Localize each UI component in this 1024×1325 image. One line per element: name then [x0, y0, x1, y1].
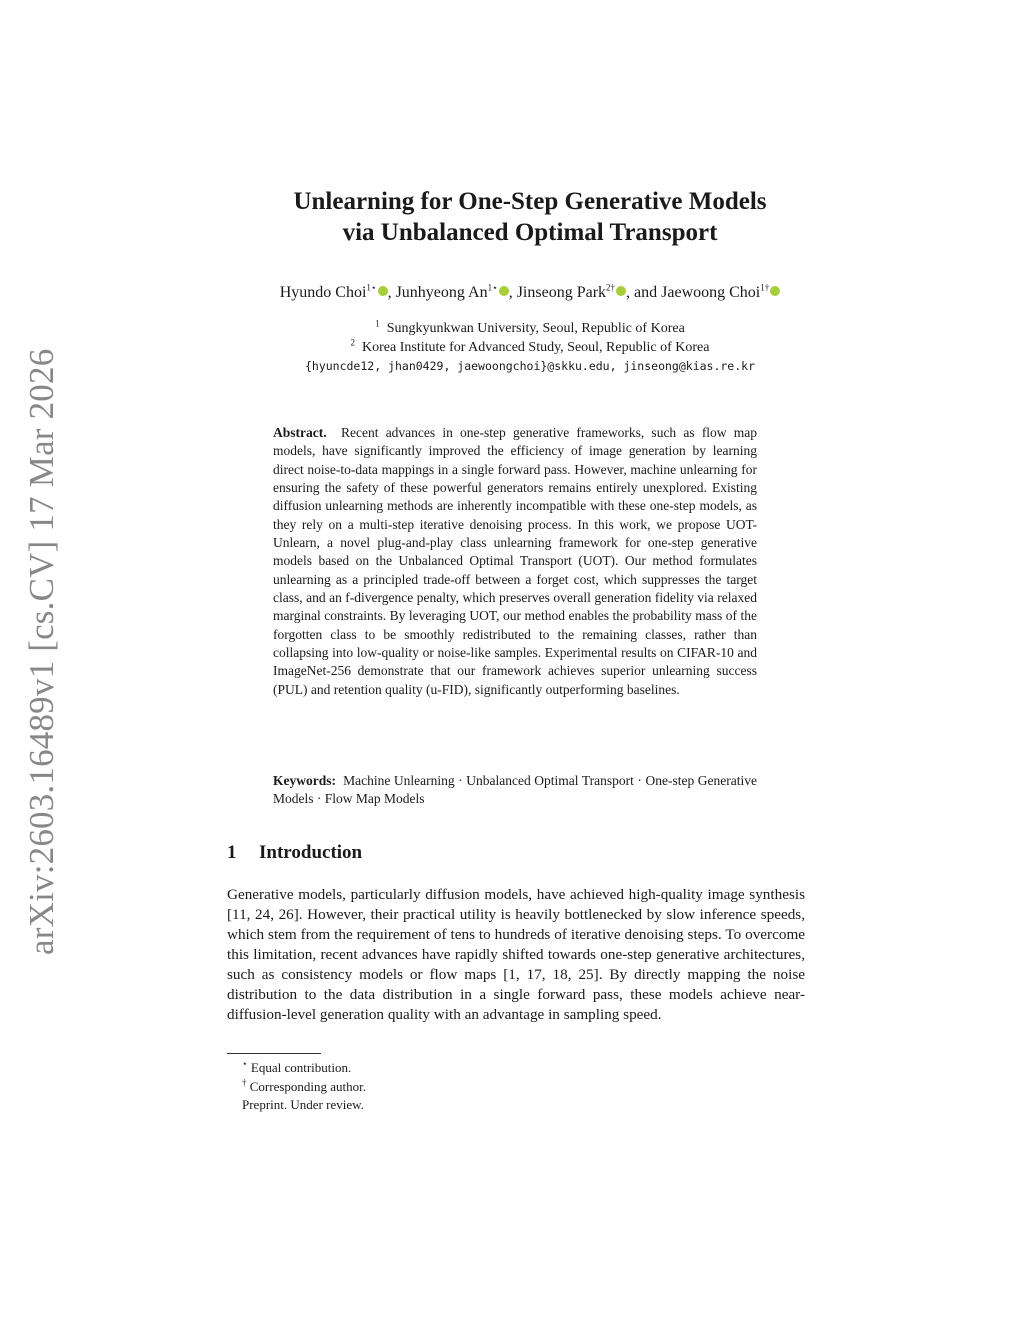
footnote-text: Corresponding author.	[249, 1078, 367, 1094]
author-name: Jinseong Park	[516, 284, 607, 301]
affiliation-number: 1	[375, 318, 380, 329]
keywords	[273, 772, 757, 809]
section-number: 1	[227, 842, 237, 863]
affiliation-1	[160, 319, 900, 338]
footnote-text: Preprint. Under review.	[242, 1097, 364, 1112]
author-marks: 1⋆	[366, 282, 377, 293]
footnote-item	[242, 1078, 366, 1097]
affiliation-text: Sungkyunkwan University, Seoul, Republic of Korea	[386, 321, 685, 336]
author-name: Jaewoong Choi	[661, 284, 761, 301]
author-marks: 1⋆	[487, 282, 498, 293]
section-title: Introduction	[259, 842, 363, 863]
footnote-item	[242, 1096, 366, 1115]
footnote-item	[242, 1059, 366, 1078]
orcid-icon[interactable]	[616, 286, 626, 296]
author-name: Junhyeong An	[395, 284, 488, 301]
author-name: Hyundo Choi	[279, 284, 367, 301]
orcid-icon[interactable]	[499, 286, 509, 296]
footnote-text: Equal contribution.	[250, 1060, 352, 1075]
affiliations	[160, 319, 900, 376]
section-heading	[227, 842, 362, 864]
abstract-label: Abstract.	[273, 425, 327, 440]
author-marks: 1†	[760, 282, 770, 293]
footnote-mark: ⋆	[242, 1058, 248, 1069]
affiliation-2	[160, 338, 900, 357]
footnotes	[242, 1059, 366, 1115]
arxiv-identifier: arXiv:2603.16489v1 [cs.CV] 17 Mar 2026	[22, 348, 61, 955]
intro-paragraph: Generative models, particularly diffusion models, have achieved high-quality image synthesis [11, 24, 26]. However, their practical utility is heavily bottlenecked by slow inference speeds, which stem from the requirement of tens to hundreds of iterative denoising steps. To overcome this limitation, recent advances have rapidly shifted towards one-step generative architectures, such as consistency models or flow maps [1, 17, 18, 25]. By directly mapping the noise distribution to the data distribution in a single forward pass, these models achieve near-diffusion-level generation quality with an advantage in sampling speed.	[227, 886, 805, 1023]
author-separator: , and	[626, 284, 662, 301]
orcid-icon[interactable]	[378, 286, 388, 296]
affiliation-text: Korea Institute for Advanced Study, Seoul, Republic of Korea	[362, 340, 710, 355]
orcid-icon[interactable]	[770, 286, 780, 296]
abstract-text: Recent advances in one-step generative frameworks, such as flow map models, have significantly improved the efficiency of image generation by learning direct noise-to-data mappings in a single forward pass. However, machine unlearning for ensuring the safety of these powerful generators remains entirely unexplored. Existing diffusion unlearning methods are inherently incompatible with these one-step models, as they rely on a multi-step iterative denoising process. In this work, we propose UOT-Unlearn, a novel plug-and-play class unlearning framework for one-step generative models based on the Unbalanced Optimal Transport (UOT). Our method formulates unlearning as a principled trade-off between a forget cost, which suppresses the target class, and an f-divergence penalty, which preserves overall generation fidelity via relaxed marginal constraints. By leveraging UOT, our method enables the probability mass of the forgotten class to be smoothly redistributed to the remaining classes, rather than collapsing into low-quality or noise-like samples. Experimental results on CIFAR-10 and ImageNet-256 demonstrate that our framework achieves superior unlearning success (PUL) and retention quality (u-FID), significantly outperforming baselines.	[273, 425, 757, 697]
footnote-divider	[227, 1053, 321, 1054]
author-emails[interactable]: {hyuncde12, jhan0429, jaewoongchoi}@skku.edu, jinseong@kias.re.kr	[304, 359, 756, 373]
title-line-2: via Unbalanced Optimal Transport	[342, 219, 718, 246]
keywords-text: Machine Unlearning · Unbalanced Optimal Transport · One-step Generative Models · Flow Map Models	[273, 773, 757, 807]
author-separator: ,	[387, 284, 396, 301]
author-marks: 2†	[606, 282, 616, 293]
affiliation-number: 2	[350, 337, 356, 348]
author-list	[160, 284, 900, 302]
paper-title	[160, 186, 900, 248]
author-separator: ,	[508, 284, 517, 301]
title-line-1: Unlearning for One-Step Generative Models	[293, 188, 767, 215]
keywords-label: Keywords:	[273, 773, 336, 788]
abstract	[273, 424, 757, 699]
footnote-mark: †	[242, 1077, 247, 1088]
